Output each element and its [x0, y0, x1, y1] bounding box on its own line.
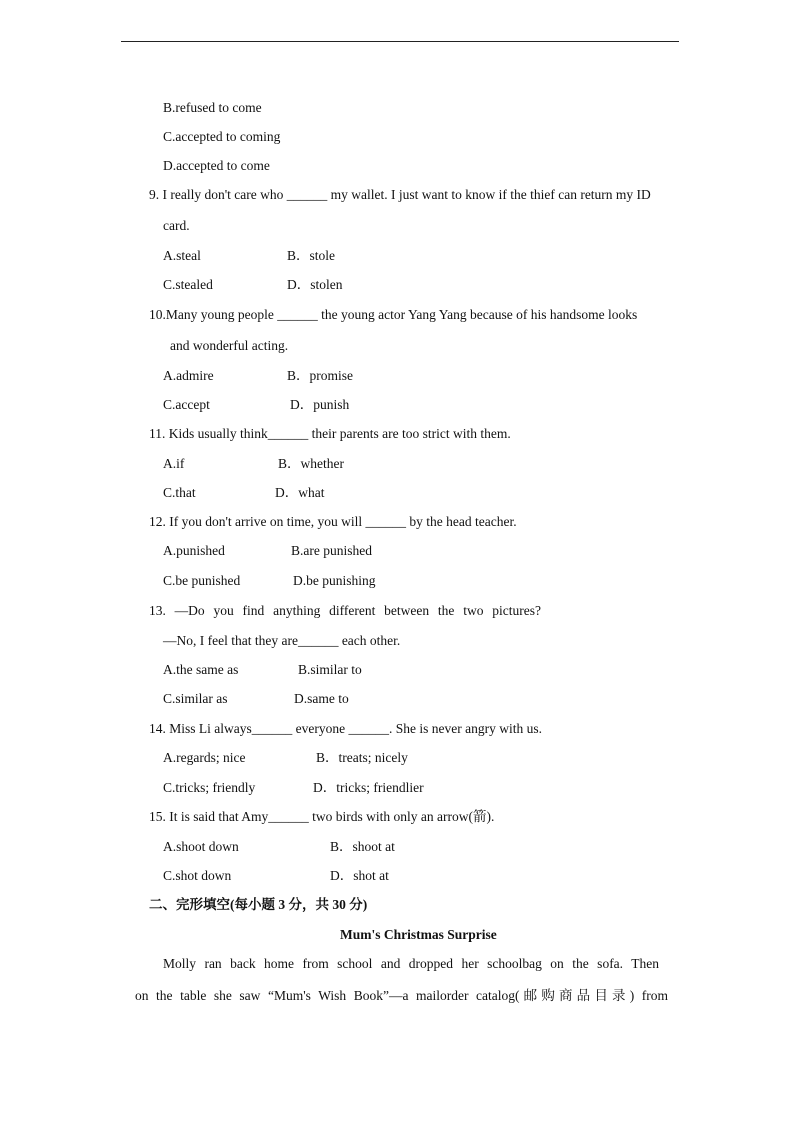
- passage-line-2: on the table she saw “Mum's Wish Book”—a mailorder catalog(邮购商品目录) from: [135, 988, 668, 1003]
- question-9-stem-cont: card.: [163, 218, 190, 233]
- question-14-option-c: C.tricks; friendly: [163, 780, 256, 795]
- question-10-option-d: D．punish: [290, 397, 350, 412]
- header-rule: [121, 41, 679, 42]
- question-14-option-a: A.regards; nice: [163, 750, 246, 765]
- option-c-prev: C.accepted to coming: [163, 129, 281, 144]
- option-b-prev: B.refused to come: [163, 100, 262, 115]
- question-14-option-d: D．tricks; friendlier: [313, 780, 424, 795]
- question-12-option-b: B.are punished: [291, 543, 372, 558]
- question-13-option-c: C.similar as: [163, 691, 228, 706]
- question-10-option-b: B．promise: [287, 368, 353, 383]
- question-12-option-c: C.be punished: [163, 573, 241, 588]
- question-12-option-a: A.punished: [163, 543, 225, 558]
- question-9-option-b: B．stole: [287, 248, 336, 263]
- passage-line-1: Molly ran back home from school and dropped her schoolbag on the sofa. Then: [163, 956, 659, 971]
- question-11-option-c: C.that: [163, 485, 196, 500]
- question-9-option-c: C.stealed: [163, 277, 213, 292]
- question-11-option-b: B．whether: [278, 456, 344, 471]
- question-15-option-c: C.shot down: [163, 868, 232, 883]
- question-15-option-d: D．shot at: [330, 868, 389, 883]
- question-15-option-b: B．shoot at: [330, 839, 395, 854]
- question-14-option-b: B．treats; nicely: [316, 750, 408, 765]
- question-11-option-a: A.if: [163, 456, 185, 471]
- question-12-stem: 12. If you don't arrive on time, you will ______ by the head teacher.: [149, 514, 517, 529]
- question-10-stem: 10.Many young people ______ the young actor Yang Yang because of his handsome looks: [149, 307, 638, 322]
- question-10-option-c: C.accept: [163, 397, 210, 412]
- option-d-prev: D.accepted to come: [163, 158, 270, 173]
- question-13-stem: 13. —Do you find anything different between the two pictures?: [149, 603, 541, 618]
- question-15-stem: 15. It is said that Amy______ two birds with only an arrow(箭).: [149, 809, 495, 824]
- question-13-option-d: D.same to: [294, 691, 349, 706]
- question-13-option-b: B.similar to: [298, 662, 362, 677]
- question-10-option-a: A.admire: [163, 368, 214, 383]
- question-9-stem: 9. I really don't care who ______ my wallet. I just want to know if the thief can return my ID: [149, 187, 651, 202]
- question-11-option-d: D．what: [275, 485, 325, 500]
- question-11-stem: 11. Kids usually think______ their parents are too strict with them.: [149, 426, 511, 441]
- passage-title: Mum's Christmas Surprise: [340, 927, 497, 942]
- question-12-option-d: D.be punishing: [293, 573, 376, 588]
- question-14-stem: 14. Miss Li always______ everyone ______. She is never angry with us.: [149, 721, 542, 736]
- question-9-option-d: D．stolen: [287, 277, 343, 292]
- question-15-option-a: A.shoot down: [163, 839, 239, 854]
- question-10-stem-cont: and wonderful acting.: [170, 338, 289, 353]
- question-13-option-a: A.the same as: [163, 662, 239, 677]
- question-9-option-a: A.steal: [163, 248, 201, 263]
- section-heading: 二、完形填空(每小题 3 分，共 30 分): [149, 897, 368, 912]
- question-13-stem-cont: —No, I feel that they are______ each other.: [163, 633, 401, 648]
